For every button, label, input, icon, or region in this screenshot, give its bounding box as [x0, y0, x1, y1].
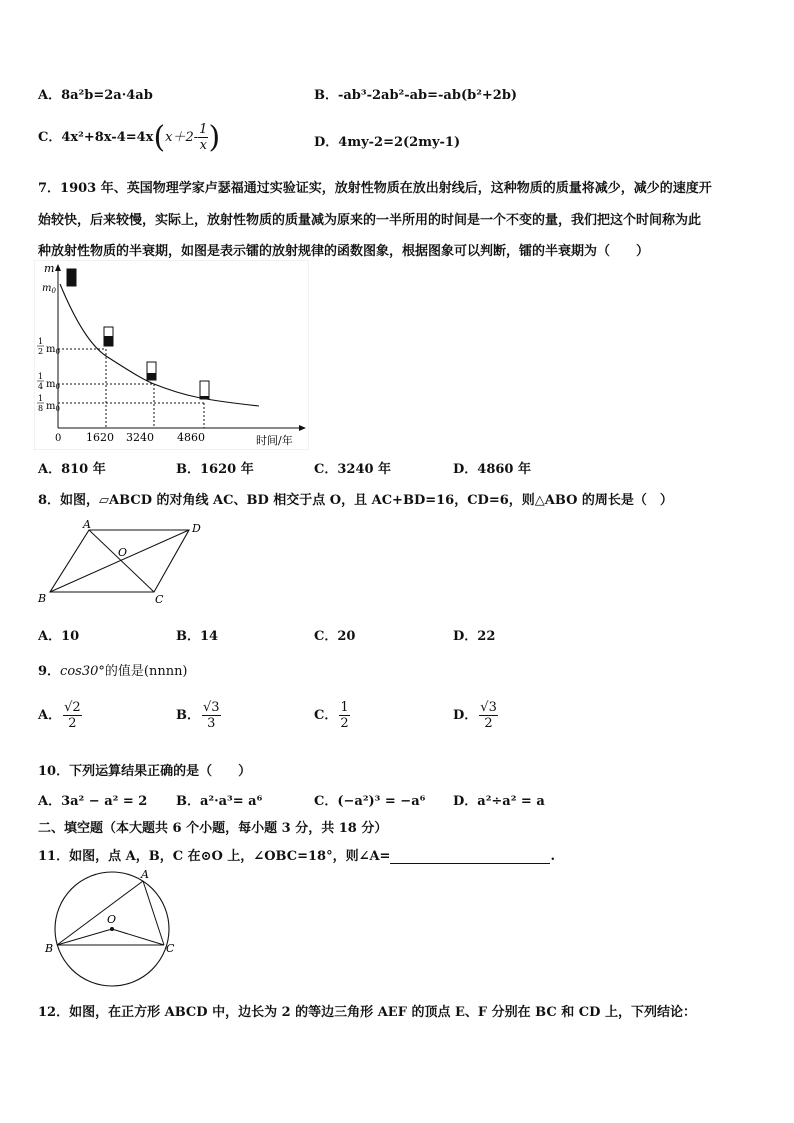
q10-option-b: B．a²·a³= a⁶ [176, 794, 263, 809]
section-fill-in-heading: 二、填空题（本大题共 6 个小题，每小题 3 分，共 18 分） [38, 821, 388, 836]
q7-x-tick-1620: 1620 [86, 431, 114, 444]
q7-option-a: A．810 年 [38, 462, 106, 477]
svg-text:8: 8 [38, 404, 44, 413]
q7-y-tick-eighth: 1 [38, 394, 44, 403]
q7-y-tick-quarter: 1 [38, 372, 44, 381]
q11-label-a: A [141, 868, 149, 881]
q8-option-b: B．14 [176, 629, 219, 644]
q7-x-tick-4860: 4860 [177, 431, 205, 444]
q11-label-c: C [166, 942, 175, 955]
q8-label-d: D [192, 522, 201, 535]
q7-option-b: B．1620 年 [176, 462, 254, 477]
svg-text:m0: $m_0$ [46, 379, 60, 391]
q9-option-d: D． $\frac{√3}{2}$ [453, 700, 497, 731]
q7-y-tick-m0: $m_0$ [42, 283, 56, 295]
q8-label-b: B [38, 592, 47, 605]
q7-text-line1: 7．1903 年、英国物理学家卢瑟福通过实验证实，放射性物质在放出射线后，这种物质的质量将减少，减少的速度开 [38, 181, 712, 196]
q6-option-c-inner: x＋2- [165, 130, 199, 145]
q11-segment-ob [57, 929, 112, 945]
svg-text:m0: $m_0$ [46, 401, 60, 413]
q8-label-c: C [155, 593, 164, 606]
q8-option-d: D．22 [453, 629, 496, 644]
q7-text-line3: 种放射性物质的半衰期，如图是表示镭的放射规律的函数图象，根据图象可以判断，镭的半衰期为（ ） [38, 244, 650, 259]
q8-option-a: A．10 [38, 629, 80, 644]
svg-text:m0: $m_0$ [46, 344, 60, 356]
q7-decay-graph [34, 260, 309, 450]
q8-label-o: O [118, 546, 128, 559]
q11-center-point [110, 927, 114, 931]
q6-option-c-lhs: C．4x²+8x-4=4x [38, 130, 154, 145]
q11-segment-oc [112, 929, 164, 945]
q8-option-c: C．20 [314, 629, 356, 644]
q7-x-tick-3240: 3240 [126, 431, 154, 444]
q10-option-c: C．(−a²)³ = −a⁶ [314, 794, 426, 809]
q8-diagonal-ac [89, 530, 154, 592]
q9-text [38, 660, 188, 679]
q9-option-b: B． $\frac{√3}{3}$ [176, 700, 220, 731]
q7-option-c: C．3240 年 [314, 462, 392, 477]
q7-text-line2: 始较快，后来较慢，实际上，放射性物质的质量减为原来的一半所用的时间是一个不变的量，我们把这个时间称为此 [38, 213, 702, 228]
q8-diagonal-bd [50, 530, 189, 592]
q9-suffix: 的值是(nnnn) [104, 664, 188, 679]
q8-text: 8．如图，▱ABCD 的对角线 AC、BD 相交于点 O，且 AC+BD=16，CD=6，则△ABO 的周长是（ ） [38, 493, 673, 508]
q7-sample-full-icon [67, 269, 76, 286]
q6-option-a: A．8a²b=2a·4ab [38, 88, 153, 103]
q11-label-o: O [107, 913, 117, 926]
q7-option-d: D．4860 年 [453, 462, 531, 477]
q12-text: 12．如图，在正方形 ABCD 中，边长为 2 的等边三角形 AEF 的顶点 E、F 分别在 BC 和 CD 上，下列结论： [38, 1005, 696, 1020]
q6-option-b: B．-ab³-2ab²-ab=-ab(b²+2b) [314, 88, 518, 103]
q11-circle-figure [40, 868, 190, 990]
q9-prefix: 9． [38, 664, 61, 679]
q7-x-tick-0: 0 [55, 433, 62, 444]
q8-label-a: A [83, 518, 91, 531]
q6-option-d: D．4my-2=2(2my-1) [314, 135, 461, 150]
q11-text: 11．如图，点 A，B，C 在⊙O 上，∠OBC=18°，则∠A= . [38, 849, 555, 864]
q9-option-a: A． $\frac{√2}{2}$ [38, 700, 81, 731]
q6-option-c-fraction: $\frac{1}{x}$ [199, 122, 208, 153]
q11-answer-blank [390, 851, 550, 864]
q7-y-axis-label: m [44, 262, 55, 275]
q9-expression: cos30° [60, 664, 105, 679]
q6-option-c: C．4x²+8x-4=4x(x＋2- $\frac{1}{x}$ ) [38, 120, 221, 155]
q11-question: 11．如图，点 A，B，C 在⊙O 上，∠OBC=18°，则∠A= [38, 849, 391, 864]
svg-text:2: 2 [38, 347, 44, 356]
q7-y-tick-half: 1 [38, 337, 44, 346]
q8-parallelogram-figure [34, 518, 214, 608]
q10-option-a: A．3a² − a² = 2 [38, 794, 148, 809]
svg-text:4: 4 [38, 382, 44, 391]
q10-text: 10．下列运算结果正确的是（ ） [38, 764, 252, 779]
q7-x-axis-label: 时间/年 [256, 434, 293, 447]
q10-option-d: D．a²÷a² = a [453, 794, 545, 809]
q11-label-b: B [45, 942, 54, 955]
q9-option-c: C． $\frac{1}{2}$ [314, 700, 349, 731]
